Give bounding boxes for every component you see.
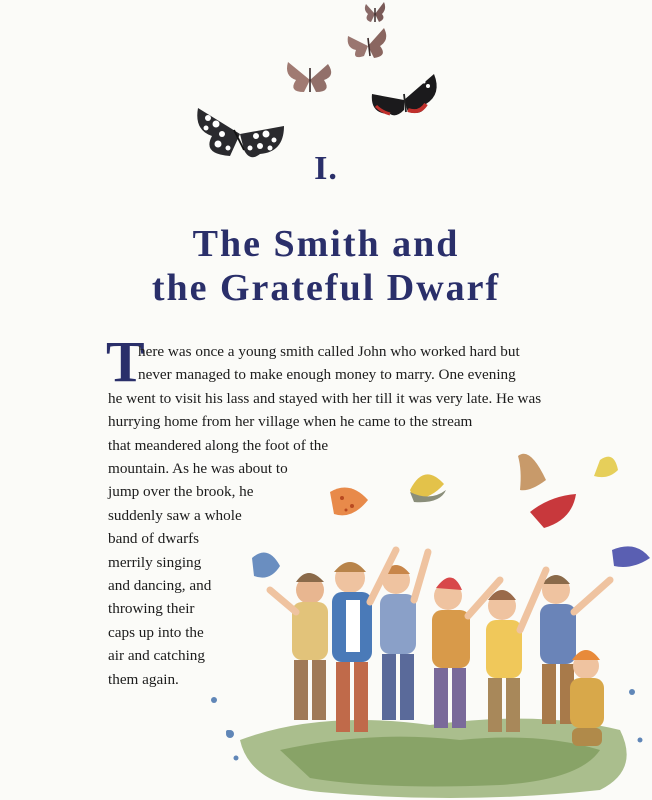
story-title-line-2: the Grateful Dwarf	[151, 267, 501, 309]
story-line: band of dwarfs	[108, 530, 200, 548]
chapter-number: I.	[314, 150, 338, 187]
story-line: jump over the brook, he	[108, 483, 254, 501]
story-title-line-1: The Smith and	[192, 223, 460, 265]
butterfly-brown-middle	[282, 58, 338, 100]
story-line: caps up into the	[108, 623, 204, 641]
butterfly-red-admiral	[368, 72, 442, 124]
story-line: and dancing, and	[108, 577, 212, 595]
story-title	[0, 222, 652, 310]
drop-cap: T	[106, 329, 145, 394]
story-line: hurrying home from her village when he came to the stream	[108, 413, 473, 431]
story-line: mountain. As he was about to	[108, 460, 288, 478]
story-line: here was once a young smith called John who worked hard but	[138, 343, 520, 360]
butterfly-small-brown-top	[362, 0, 388, 28]
butterfly-brown-upper-right	[344, 26, 392, 66]
story-line: them again.	[108, 670, 179, 688]
story-line: he went to visit his lass and stayed with her till it was very late. He was	[108, 389, 542, 407]
story-line: suddenly saw a whole	[108, 506, 242, 524]
story-line: that meandered along the foot of the	[108, 436, 329, 454]
dwarfs-dancing-illustration	[200, 440, 652, 800]
story-line: air and catching	[108, 647, 205, 665]
story-line: merrily singing	[108, 553, 202, 571]
story-line: throwing their	[108, 600, 195, 618]
story-line: never managed to make enough money to marry. One evening	[138, 366, 516, 384]
